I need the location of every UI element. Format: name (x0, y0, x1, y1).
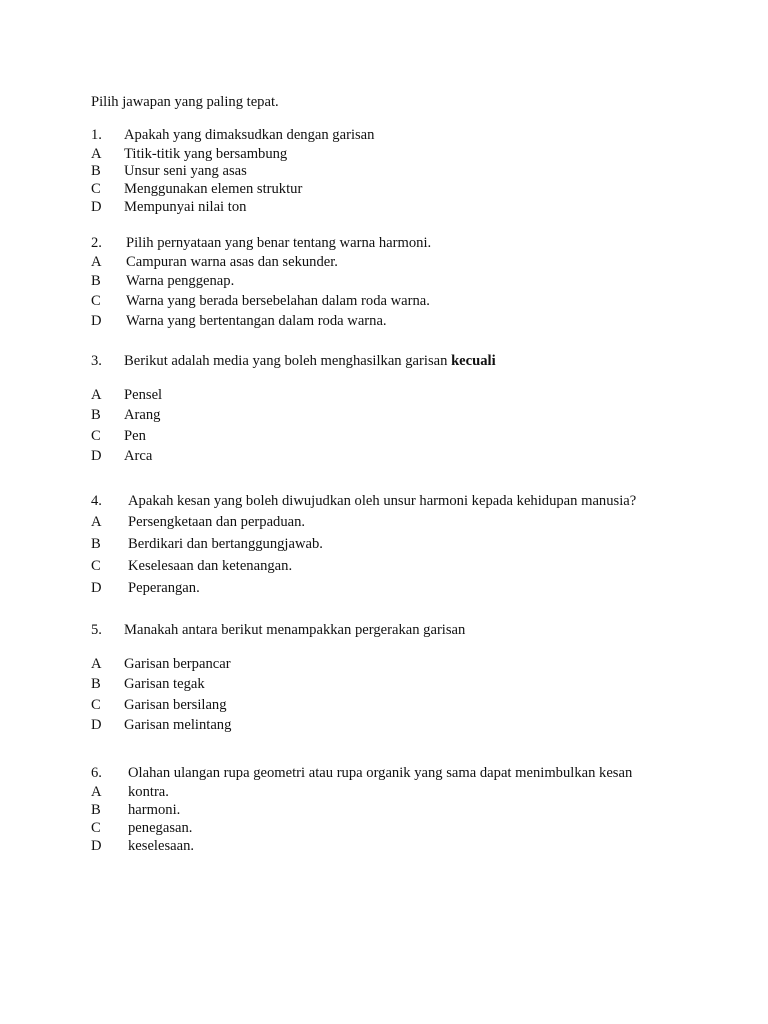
question-text: Apakah yang dimaksudkan dengan garisan (124, 127, 375, 143)
option-letter: A (91, 146, 102, 162)
option-letter: C (91, 558, 101, 574)
option-text: Campuran warna asas dan sekunder. (126, 254, 338, 270)
option-text: Garisan berpancar (124, 656, 231, 672)
option-text: Garisan melintang (124, 717, 232, 733)
option-letter: D (91, 199, 102, 215)
emphasis-word: kecuali (451, 353, 496, 369)
question-text: Manakah antara berikut menampakkan pergerakan garisan (124, 622, 466, 638)
option-letter: A (91, 784, 102, 800)
option-letter: A (91, 254, 102, 270)
question-text: Pilih pernyataan yang benar tentang warna harmoni. (126, 235, 432, 251)
option-text: Garisan bersilang (124, 697, 227, 713)
option-letter: B (91, 163, 101, 179)
option-text: Warna yang berada bersebelahan dalam roda warna. (126, 293, 430, 309)
question-text: Olahan ulangan rupa geometri atau rupa organik yang sama dapat menimbulkan kesan (128, 765, 633, 781)
option-letter: B (91, 802, 101, 818)
option-letter: B (91, 536, 101, 552)
option-letter: C (91, 293, 101, 309)
option-letter: C (91, 820, 101, 836)
option-text: Peperangan. (128, 580, 200, 596)
option-letter: D (91, 838, 102, 854)
question-number: 3. (91, 353, 102, 369)
option-letter: C (91, 428, 101, 444)
option-text: Persengketaan dan perpaduan. (128, 514, 306, 530)
instruction (91, 93, 279, 111)
question-text: Apakah kesan yang boleh diwujudkan oleh unsur harmoni kepada kehidupan manusia? (128, 493, 637, 509)
option-letter: B (91, 273, 101, 289)
option-letter: A (91, 387, 102, 403)
option-text: harmoni. (128, 802, 181, 818)
option-letter: C (91, 697, 101, 713)
option-letter: B (91, 676, 101, 692)
option-text: keselesaan. (128, 838, 195, 854)
question-number: 1. (91, 127, 102, 143)
option-letter: D (91, 448, 102, 464)
option-text: Arca (124, 448, 153, 464)
question-text-main: Berikut adalah media yang boleh menghasilkan garisan (124, 353, 448, 369)
option-text: Pensel (124, 387, 163, 403)
question-number: 5. (91, 622, 102, 638)
option-letter: D (91, 580, 102, 596)
option-text: Garisan tegak (124, 676, 205, 692)
option-text: Unsur seni yang asas (124, 163, 247, 179)
option-letter: C (91, 181, 101, 197)
option-text: Menggunakan elemen struktur (124, 181, 303, 197)
option-text: Berdikari dan bertanggungjawab. (128, 536, 323, 552)
option-letter: B (91, 407, 101, 423)
option-letter: A (91, 514, 102, 530)
option-text: kontra. (128, 784, 169, 800)
option-text: Keselesaan dan ketenangan. (128, 558, 293, 574)
instruction-text: Pilih jawapan yang paling tepat. (91, 94, 279, 110)
question-text (124, 352, 496, 370)
option-text: Titik-titik yang bersambung (124, 146, 288, 162)
option-letter: A (91, 656, 102, 672)
option-text: Arang (124, 407, 161, 423)
option-text: Warna yang bertentangan dalam roda warna. (126, 313, 387, 329)
option-text: Mempunyai nilai ton (124, 199, 247, 215)
option-text: Warna penggenap. (126, 273, 235, 289)
option-letter: D (91, 313, 102, 329)
question-number: 2. (91, 235, 102, 251)
option-letter: D (91, 717, 102, 733)
option-text: Pen (124, 428, 146, 444)
question-number: 6. (91, 765, 102, 781)
question-number: 4. (91, 493, 102, 509)
option-text: penegasan. (128, 820, 193, 836)
